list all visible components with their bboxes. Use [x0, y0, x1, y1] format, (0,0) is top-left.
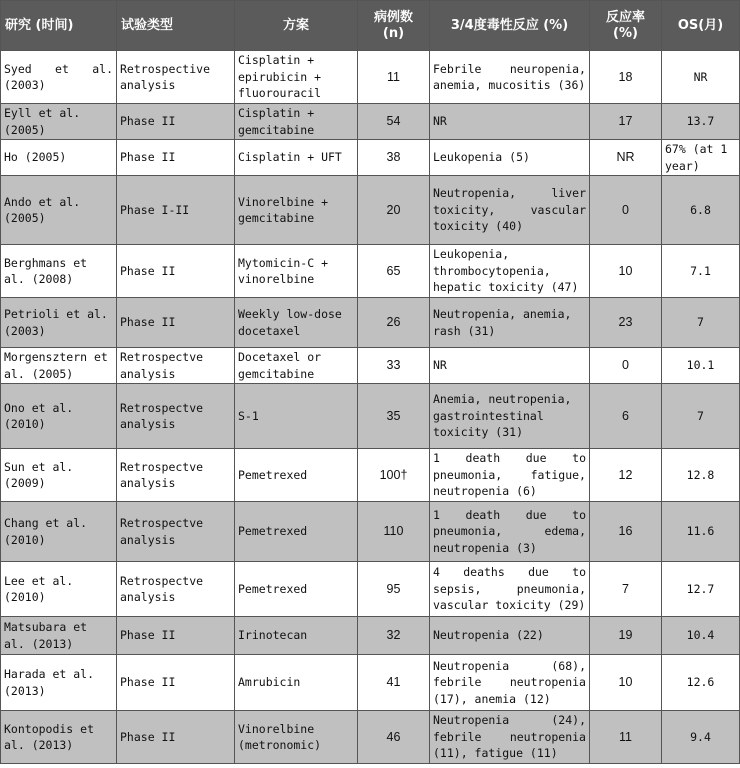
- rr-cell: 10: [590, 245, 662, 298]
- regimen-cell: Vinorelbine (metronomic): [235, 711, 358, 764]
- n-cell: 33: [358, 348, 430, 384]
- toxicity-cell: Neutropenia (22): [430, 617, 590, 655]
- study-cell: Lee et al.(2010): [1, 562, 117, 617]
- n-cell: 35: [358, 384, 430, 449]
- n-cell: 26: [358, 298, 430, 348]
- study-cell: Ando et al.(2005): [1, 176, 117, 245]
- n-cell: 95: [358, 562, 430, 617]
- toxicity-cell: Febrile neuropenia, anemia, mucositis (36): [430, 51, 590, 104]
- rr-cell: 17: [590, 104, 662, 140]
- study-cell: Morgensztern et al. (2005): [1, 348, 117, 384]
- os-cell: 10.1: [662, 348, 740, 384]
- table-row: [1, 348, 740, 384]
- os-cell: 7: [662, 384, 740, 449]
- regimen-cell: Vinorelbine + gemcitabine: [235, 176, 358, 245]
- table-row: [1, 655, 740, 711]
- table-row: [1, 449, 740, 502]
- toxicity-cell: 4 deaths due to sepsis, pneumonia, vascular toxicity (29): [430, 562, 590, 617]
- header-row: [1, 1, 740, 51]
- study-cell: Ono et al.(2010): [1, 384, 117, 449]
- os-cell: 6.8: [662, 176, 740, 245]
- n-cell: 110: [358, 502, 430, 562]
- toxicity-cell: Anemia, neutropenia, gastrointestinal toxicity (31): [430, 384, 590, 449]
- os-cell: 11.6: [662, 502, 740, 562]
- type-cell: Phase II: [117, 140, 235, 176]
- regimen-cell: S-1: [235, 384, 358, 449]
- type-cell: Phase II: [117, 298, 235, 348]
- type-cell: Phase I-II: [117, 176, 235, 245]
- toxicity-cell: Neutropenia, anemia, rash (31): [430, 298, 590, 348]
- type-cell: Phase II: [117, 711, 235, 764]
- os-cell: 67% (at 1 year): [662, 140, 740, 176]
- regimen-cell: Mytomicin-C + vinorelbine: [235, 245, 358, 298]
- toxicity-cell: Neutropenia (68), febrile neutropenia (17), anemia (12): [430, 655, 590, 711]
- regimen-cell: Pemetrexed: [235, 449, 358, 502]
- n-cell: 20: [358, 176, 430, 245]
- os-cell: 7.1: [662, 245, 740, 298]
- table-row: [1, 502, 740, 562]
- type-cell: Phase II: [117, 104, 235, 140]
- table-row: [1, 140, 740, 176]
- table-row: [1, 711, 740, 764]
- table-row: [1, 51, 740, 104]
- study-cell: Petrioli et al.(2003): [1, 298, 117, 348]
- toxicity-cell: 1 death due to pneumonia, fatigue, neutropenia (6): [430, 449, 590, 502]
- table-row: [1, 617, 740, 655]
- type-cell: Retrospective analysis: [117, 51, 235, 104]
- regimen-cell: Cisplatin + gemcitabine: [235, 104, 358, 140]
- rr-cell: 7: [590, 562, 662, 617]
- rr-cell: 23: [590, 298, 662, 348]
- table-row: [1, 562, 740, 617]
- table-row: [1, 298, 740, 348]
- rr-cell: 10: [590, 655, 662, 711]
- n-cell: 46: [358, 711, 430, 764]
- rr-cell: 16: [590, 502, 662, 562]
- header-cases: 病例数 (n): [358, 1, 430, 51]
- header-os: OS(月): [662, 1, 740, 51]
- type-cell: Retrospectve analysis: [117, 348, 235, 384]
- study-cell: Kontopodis et al. (2013): [1, 711, 117, 764]
- os-cell: 12.6: [662, 655, 740, 711]
- rr-cell: 18: [590, 51, 662, 104]
- n-cell: 100†: [358, 449, 430, 502]
- study-cell: Sun et al.(2009): [1, 449, 117, 502]
- type-cell: Retrospectve analysis: [117, 449, 235, 502]
- study-cell: Harada et al.(2013): [1, 655, 117, 711]
- toxicity-cell: Leukopenia (5): [430, 140, 590, 176]
- type-cell: Phase II: [117, 617, 235, 655]
- regimen-cell: Docetaxel or gemcitabine: [235, 348, 358, 384]
- os-cell: 9.4: [662, 711, 740, 764]
- type-cell: Retrospectve analysis: [117, 562, 235, 617]
- toxicity-cell: Leukopenia, thrombocytopenia, hepatic toxicity (47): [430, 245, 590, 298]
- os-cell: 13.7: [662, 104, 740, 140]
- header-regimen: 方案: [235, 1, 358, 51]
- n-cell: 11: [358, 51, 430, 104]
- rr-cell: 0: [590, 176, 662, 245]
- n-cell: 41: [358, 655, 430, 711]
- os-cell: NR: [662, 51, 740, 104]
- toxicity-cell: NR: [430, 348, 590, 384]
- rr-cell: 6: [590, 384, 662, 449]
- header-response-rate: 反应率 (%): [590, 1, 662, 51]
- n-cell: 65: [358, 245, 430, 298]
- table-row: [1, 104, 740, 140]
- os-cell: 12.8: [662, 449, 740, 502]
- table-row: [1, 176, 740, 245]
- study-cell: Eyll et al.(2005): [1, 104, 117, 140]
- toxicity-cell: Neutropenia, liver toxicity, vascular toxicity (40): [430, 176, 590, 245]
- study-cell: Ho (2005): [1, 140, 117, 176]
- toxicity-cell: 1 death due to pneumonia, edema, neutropenia (3): [430, 502, 590, 562]
- regimen-cell: Irinotecan: [235, 617, 358, 655]
- type-cell: Phase II: [117, 245, 235, 298]
- n-cell: 38: [358, 140, 430, 176]
- type-cell: Retrospectve analysis: [117, 384, 235, 449]
- regimen-cell: Cisplatin + UFT: [235, 140, 358, 176]
- rr-cell: 0: [590, 348, 662, 384]
- rr-cell: 11: [590, 711, 662, 764]
- type-cell: Retrospectve analysis: [117, 502, 235, 562]
- toxicity-cell: Neutropenia (24), febrile neutropenia (11), fatigue (11): [430, 711, 590, 764]
- n-cell: 54: [358, 104, 430, 140]
- n-cell: 32: [358, 617, 430, 655]
- os-cell: 7: [662, 298, 740, 348]
- table-row: [1, 384, 740, 449]
- study-cell: Matsubara et al. (2013): [1, 617, 117, 655]
- rr-cell: NR: [590, 140, 662, 176]
- regimen-cell: Pemetrexed: [235, 502, 358, 562]
- table-row: [1, 245, 740, 298]
- rr-cell: 19: [590, 617, 662, 655]
- regimen-cell: Cisplatin + epirubicin + fluorouracil: [235, 51, 358, 104]
- header-toxicity: 3/4度毒性反应 (%): [430, 1, 590, 51]
- study-cell: Berghmans et al. (2008): [1, 245, 117, 298]
- os-cell: 10.4: [662, 617, 740, 655]
- toxicity-cell: NR: [430, 104, 590, 140]
- regimen-cell: Weekly low-dose docetaxel: [235, 298, 358, 348]
- header-study: 研究 (时间): [1, 1, 117, 51]
- header-trial-type: 试验类型: [117, 1, 235, 51]
- os-cell: 12.7: [662, 562, 740, 617]
- study-cell: Chang et al.(2010): [1, 502, 117, 562]
- rr-cell: 12: [590, 449, 662, 502]
- study-cell: Syed et al.(2003): [1, 51, 117, 104]
- type-cell: Phase II: [117, 655, 235, 711]
- regimen-cell: Amrubicin: [235, 655, 358, 711]
- regimen-cell: Pemetrexed: [235, 562, 358, 617]
